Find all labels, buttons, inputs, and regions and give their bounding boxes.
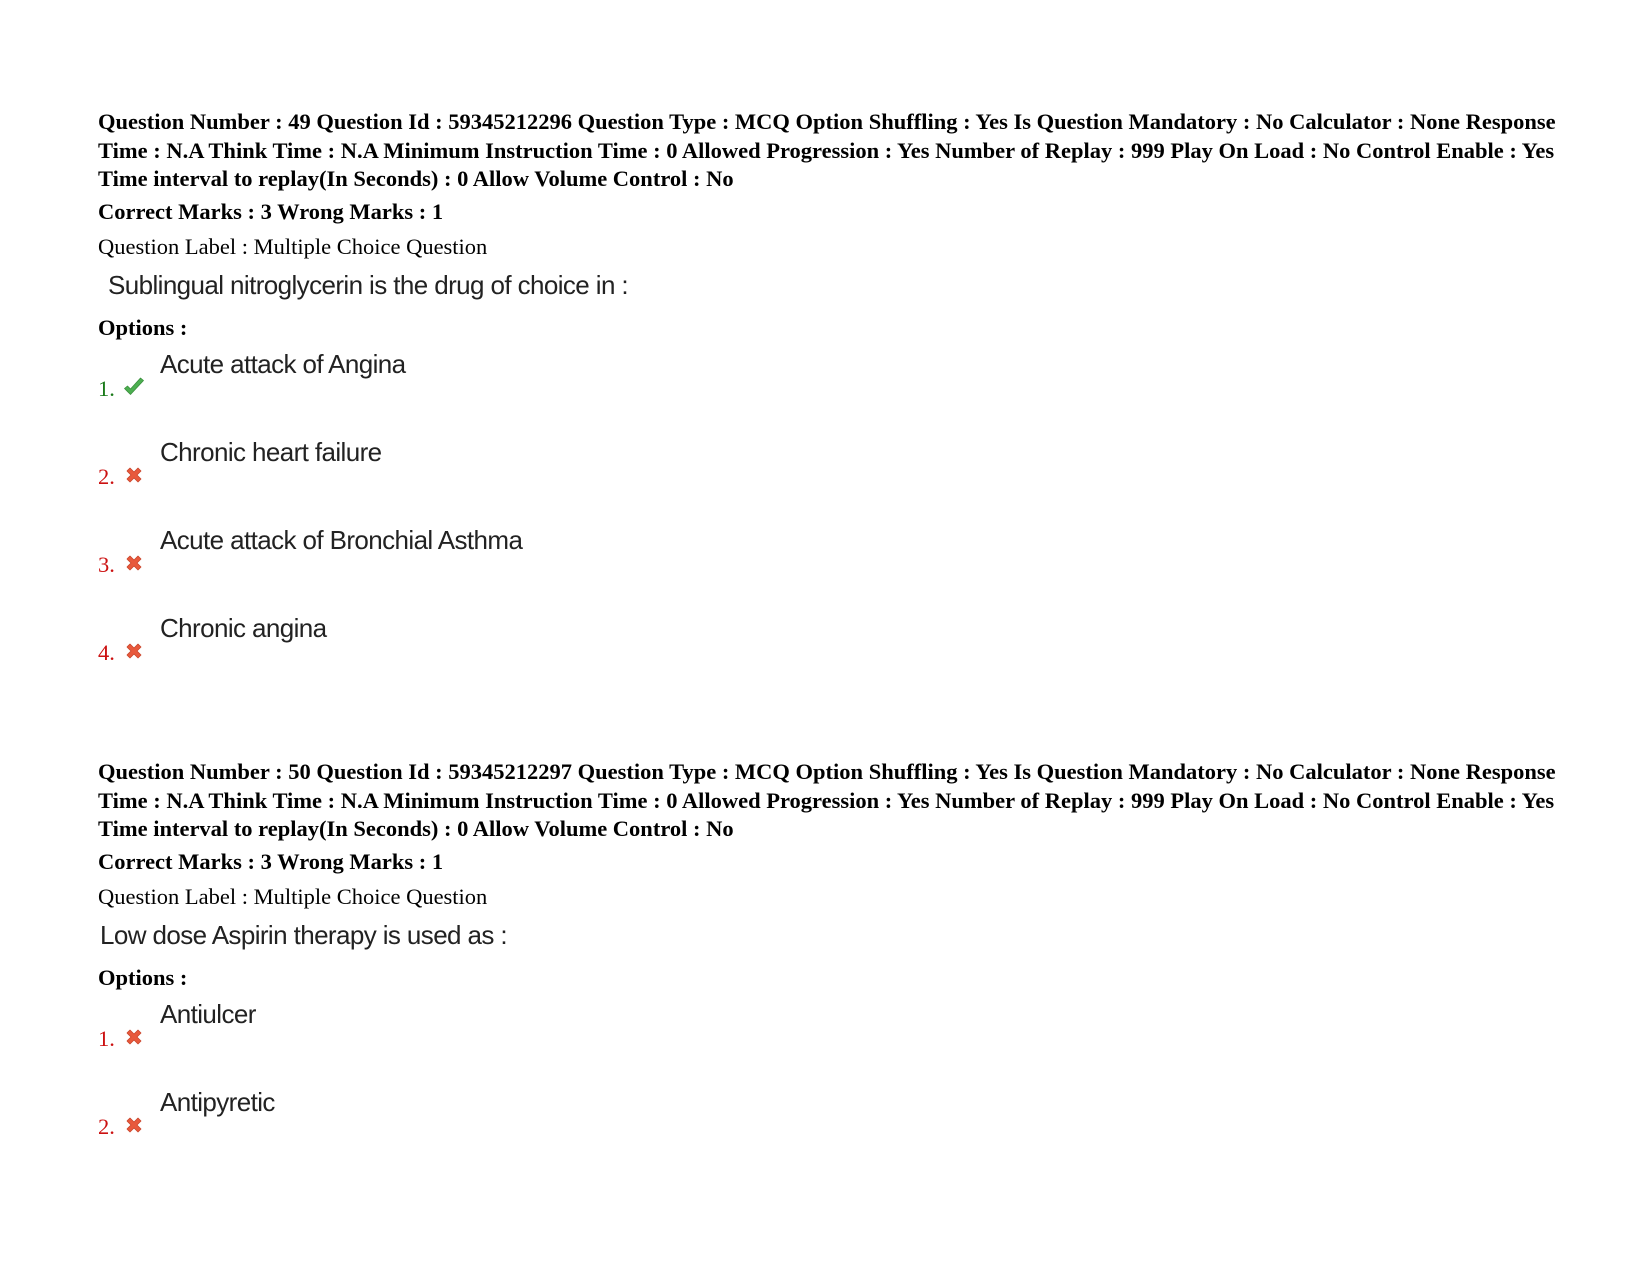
question-50 [98,758,1568,1174]
option-text: Acute attack of Bronchial Asthma [160,524,523,555]
question-label: Question Label : Multiple Choice Question [98,883,488,909]
option-text: Chronic heart failure [160,436,382,467]
option-number: 2. [98,463,115,489]
option-text: Antipyretic [160,1086,275,1117]
option-text: Chronic angina [160,612,327,643]
option-item [98,436,1568,524]
options-list [98,998,1568,1174]
option-number: 2. [98,1113,115,1139]
option-number: 1. [98,375,115,401]
option-text: Antiulcer [160,998,256,1029]
question-marks: Correct Marks : 3 Wrong Marks : 1 [98,198,444,224]
option-item [98,1086,1568,1174]
option-item [98,348,1568,436]
option-item [98,612,1568,700]
option-item [98,998,1568,1086]
cross-icon [122,639,146,663]
option-number: 1. [98,1025,115,1051]
options-title: Options : [98,314,188,340]
cross-icon [122,551,146,575]
question-meta: Question Number : 50 Question Id : 59345212297 Question Type : MCQ Option Shuffling : Yes Is Question Mandatory : No Calculator : None Response Time : N.A Think Time : N.A Minimum Instruction Time : 0 Allowed Progression : Yes Number of Replay : 999 Play On Load : No Control Enable : Yes Time interval to replay(In Seconds) : 0 Allow Volume Control : No [98,759,1556,841]
question-marks: Correct Marks : 3 Wrong Marks : 1 [98,848,444,874]
question-meta: Question Number : 49 Question Id : 59345212296 Question Type : MCQ Option Shuffling : Yes Is Question Mandatory : No Calculator : None Response Time : N.A Think Time : N.A Minimum Instruction Time : 0 Allowed Progression : Yes Number of Replay : 999 Play On Load : No Control Enable : Yes Time interval to replay(In Seconds) : 0 Allow Volume Control : No [98,109,1556,191]
question-49 [98,108,1568,700]
question-label: Question Label : Multiple Choice Question [98,233,488,259]
check-icon [122,375,146,399]
option-item [98,524,1568,612]
question-text: Low dose Aspirin therapy is used as : [100,919,508,950]
cross-icon [122,1113,146,1137]
cross-icon [122,1025,146,1049]
option-text: Acute attack of Angina [160,348,406,379]
options-title: Options : [98,964,188,990]
options-list [98,348,1568,700]
option-number: 3. [98,551,115,577]
question-text: Sublingual nitroglycerin is the drug of choice in : [108,269,629,300]
cross-icon [122,463,146,487]
option-number: 4. [98,639,115,665]
